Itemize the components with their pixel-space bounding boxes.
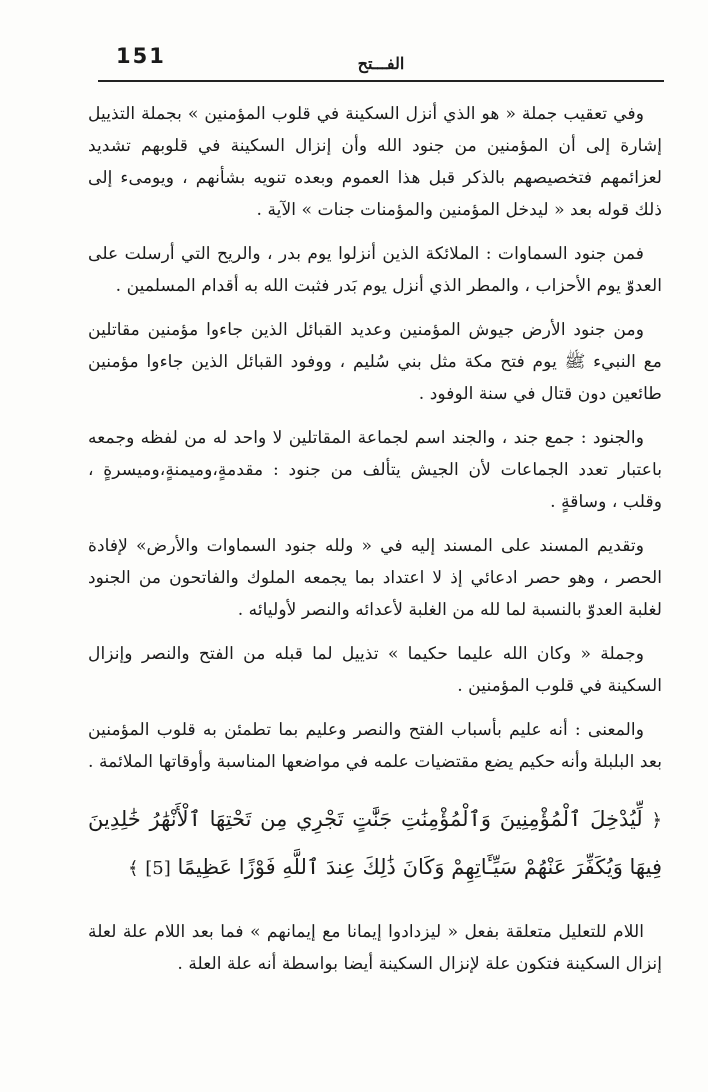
- page-header: [98, 40, 664, 82]
- verse-open-bracket: ﴿: [651, 810, 662, 831]
- paragraph: والجنود : جمع جند ، والجند اسم لجماعة المقاتلين لا واحد له من لفظه وجمعه باعتبار تعدد الجماعات لأن الجيش يتألف من جنود : مقدمةٍ،وميمنةٍ،وميسرةٍ ، وقلب ، وساقةٍ .: [88, 428, 662, 512]
- paragraph: والمعنى : أنه عليم بأسباب الفتح والنصر وعليم بما تطمئن به قلوب المؤمنين بعد البلبلة وأنه حكيم يضع مقتضيات علمه في مواضعها المناسبة وأوقاتها الملائمة .: [88, 720, 662, 772]
- paragraph: فمن جنود السماوات : الملائكة الذين أنزلوا يوم بدر ، والريح التي أرسلت على العدوّ يوم الأحزاب ، والمطر الذي أنزل يوم بَدر فثبت الله به أقدام المسلمين .: [88, 244, 662, 296]
- header-rule: [98, 80, 664, 82]
- paragraph: وفي تعقيب جملة « هو الذي أنزل السكينة في قلوب المؤمنين » بجملة التذييل إشارة إلى أن المؤمنين من جنود الله وأن إنزال السكينة في قلوبهم تشديد لعزائمهم فتخصيصهم بالذكر قبل هذا العموم وبعده تنويه بشأنهم ، ويومىء إلى ذلك قوله بعد « ليدخل المؤمنين والمؤمنات جنات » الآية .: [88, 104, 662, 220]
- final-paragraph: اللام للتعليل متعلقة بفعل « ليزدادوا إيمانا مع إيمانهم » فما بعد اللام علة لعلة إنزال السكينة فتكون علة لإنزال السكينة أيضا بواسطة أنه علة العلة .: [88, 922, 662, 974]
- quran-verse: [88, 796, 662, 892]
- verse-text: لِّيُدْخِلَ ٱلْمُؤْمِنِينَ وَٱلْمُؤْمِنَٰتِ جَنَّٰتٍ تَجْرِي مِن تَحْتِهَا ٱلْأَنْهَٰرُ خَٰلِدِينَ فِيهَا وَيُكَفِّرَ عَنْهُمْ سَيِّـَٔاتِهِمْ وَكَانَ ذَٰلِكَ عِندَ ٱللَّهِ فَوْزًا عَظِيمًا: [88, 807, 662, 879]
- paragraph: ومن جنود الأرض جيوش المؤمنين وعديد القبائل الذين جاءوا مؤمنين مقاتلين مع النبيء ﷺ يوم فتح مكة مثل بني سُليم ، ووفود القبائل الذين جاءوا مؤمنين طائعين دون قتال في سنة الوفود .: [88, 320, 662, 404]
- running-title: الفـــتح: [357, 54, 405, 73]
- page-number: 151: [116, 44, 166, 68]
- page-body: [88, 98, 662, 992]
- verse-close-bracket: ﴾: [128, 858, 139, 879]
- paragraph: وتقديم المسند على المسند إليه في « ولله جنود السماوات والأرض» لإفادة الحصر ، وهو حصر ادعائي إذ لا اعتداد بما يجمعه الملوك والفاتحون من الجنود لغلبة العدوّ بالنسبة لما لله من الغلبة لأعدائه والنصر لأوليائه .: [88, 536, 662, 620]
- paragraph: وجملة « وكان الله عليما حكيما » تذييل لما قبله من الفتح والنصر وإنزال السكينة في قلوب المؤمنين .: [88, 644, 662, 696]
- verse-number: [5]: [145, 858, 171, 879]
